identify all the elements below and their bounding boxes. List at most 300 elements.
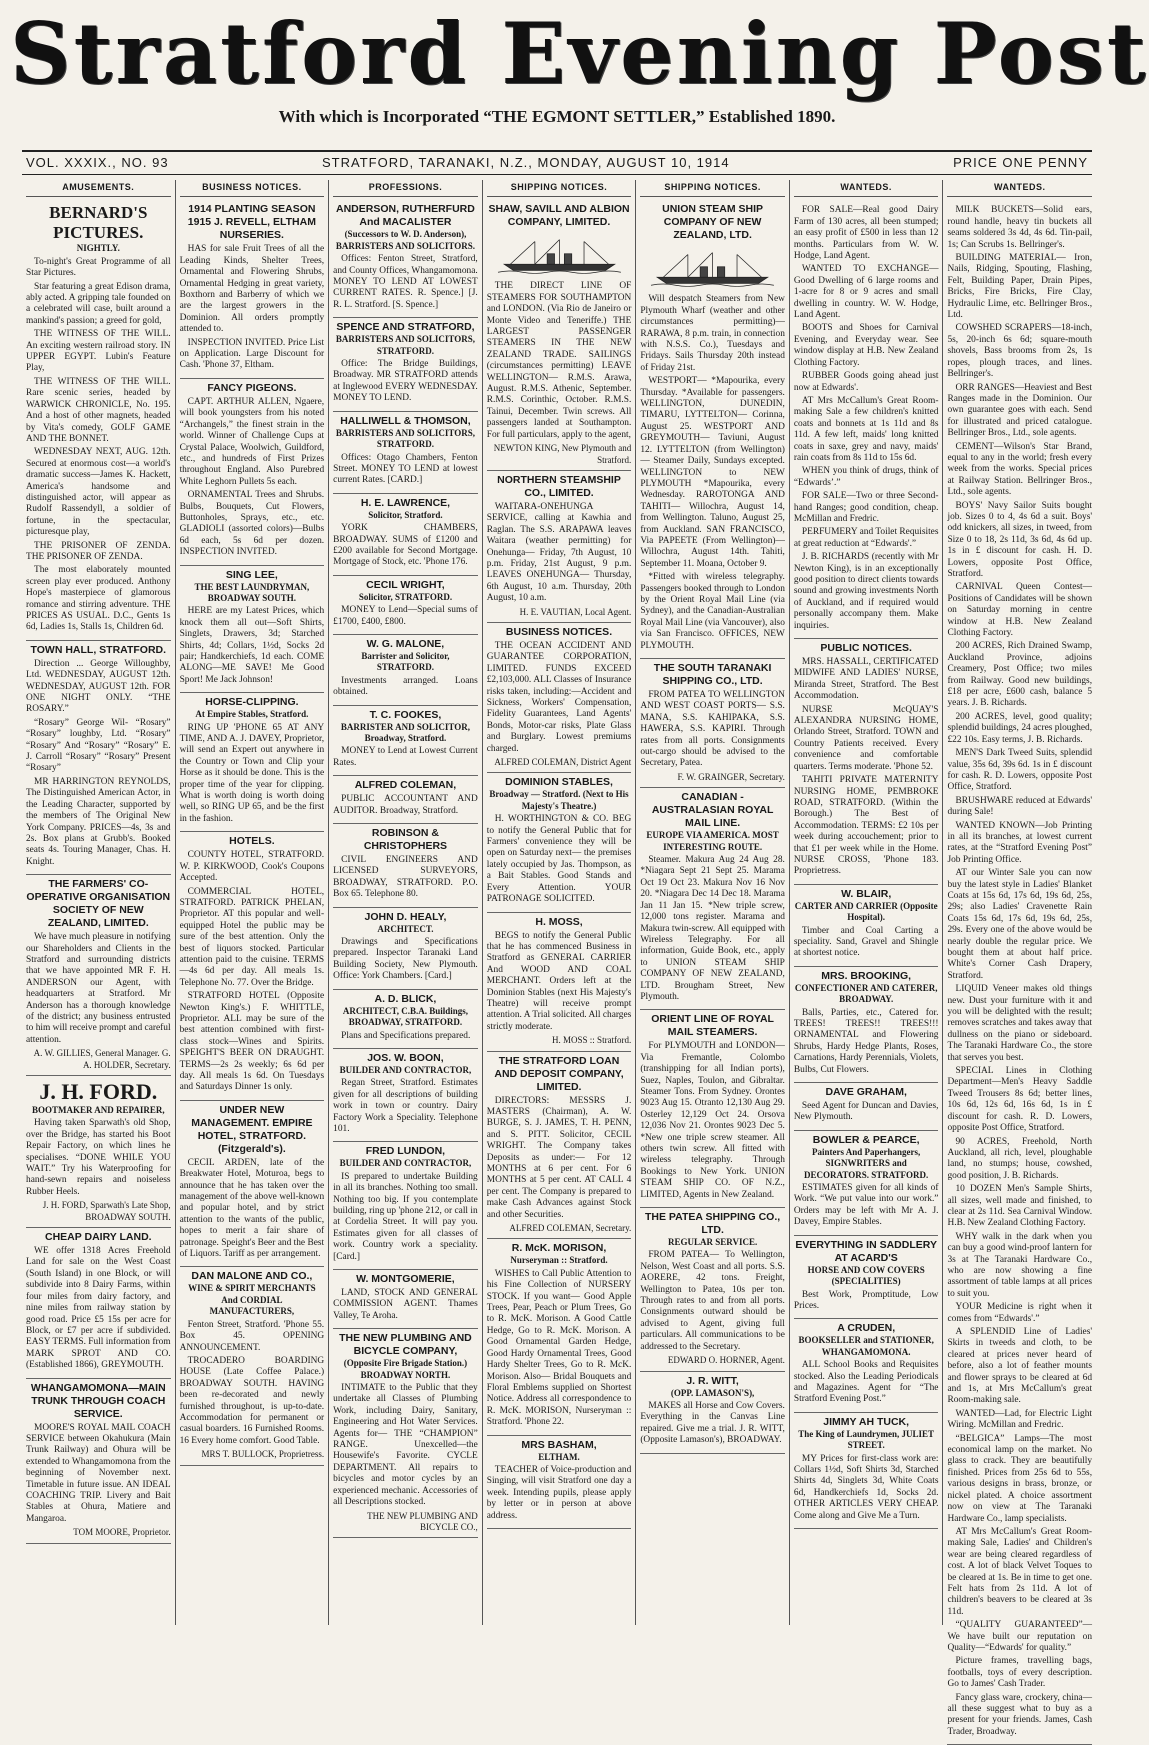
advertisement bbox=[487, 623, 632, 773]
column-heading: BUSINESS NOTICES. bbox=[180, 180, 325, 197]
advertisement bbox=[333, 412, 478, 494]
advertisement bbox=[180, 566, 325, 694]
ad-body bbox=[794, 1290, 939, 1313]
steamship-illustration bbox=[498, 231, 621, 279]
ad-title: FANCY PIGEONS. bbox=[207, 381, 297, 394]
ad-title: TOWN HALL, STRATFORD. bbox=[30, 643, 167, 656]
ad-title: MRS BASHAM, bbox=[521, 1438, 597, 1451]
advertisement bbox=[794, 885, 939, 967]
ad-paragraph: Fancy glass ware, crockery, china—all these suggest what to buy as a present for your friends. James, Cash Trader, Broadway. bbox=[947, 1692, 1093, 1737]
advertisement bbox=[333, 200, 478, 318]
ad-body bbox=[640, 1401, 785, 1447]
advertisement bbox=[26, 641, 171, 875]
ad-body bbox=[26, 1246, 171, 1371]
ad-body bbox=[640, 1250, 785, 1353]
ad-title: W. BLAIR, bbox=[841, 887, 892, 900]
ad-subtitle: EUROPE VIA AMERICA. MOST INTERESTING ROUTE. bbox=[646, 830, 779, 852]
advertisement bbox=[794, 200, 939, 639]
ad-subtitle: REGULAR SERVICE. bbox=[668, 1237, 758, 1248]
dateline-bar bbox=[22, 150, 1092, 175]
ad-body bbox=[333, 937, 478, 983]
ad-title: HALLIWELL & THOMSON, bbox=[340, 414, 471, 427]
steamship-illustration bbox=[651, 244, 774, 292]
advertisement bbox=[487, 471, 632, 623]
advertisement bbox=[180, 1101, 325, 1268]
ad-paragraph: CAPT. ARTHUR ALLEN, Ngaere, will book youngsters from his noted “Archangels,” the finest strain in the world. Winner of Challenge Cups at Crystal Palace, Woolwich, Guildford, etc., and hundreds of First Prizes throughout England. Also Purebred White Leghorn Pullets 5s each. bbox=[179, 396, 325, 487]
advertisement bbox=[333, 494, 478, 576]
advertisement bbox=[333, 576, 478, 635]
ad-paragraph: BEGS to notify the General Public that he has commenced Business in Stratford as GENERAL CARRIER And WOOD AND COAL MERCHANT. Orders left at the Dominion Stables (next His Majesty's Theatre) will receive prompt attention. A Trial solicited. All charges strictly moderate. bbox=[486, 930, 632, 1032]
ad-paragraph: TROCADERO BOARDING HOUSE (Late Coffee Palace.) BROADWAY SOUTH. HAVING been re-decorated and newly furnished throughout, is up-to-date. Accommodation for permanent or casual boarders. 16 Furnished Rooms. 16 Every home comfort. Good Table. bbox=[179, 1355, 325, 1446]
ad-paragraph: HERE are my Latest Prices, which knock them all out—Soft Shirts, Singlets, Drawers, 3d; Starched Shirts, 4d; Collars, 1½d, Socks 2d pair; Handkerchiefs, 1d each. COME ALONG—ME SAVE! Me Good Sport! Me Jack Johnson! bbox=[179, 606, 325, 685]
ad-body bbox=[180, 606, 325, 686]
column-heading: SHIPPING NOTICES. bbox=[640, 180, 785, 197]
ad-body bbox=[333, 453, 478, 487]
ad-subtitle: Barrister and Solicitor, STRATFORD. bbox=[361, 650, 450, 673]
ad-paragraph: STRATFORD HOTEL (Opposite Newton King's.) F. WHITTLE, Proprietor. ALL may be sure of the best attention combined with first-class stock—Wines and Spirits. SPEIGHT'S BEER ON DRAUGHT. TERMS—2s 2s weekly; 6s 6d per day. All meals 1s 6d. On Tuesdays and Saturdays Dinner 1s only. bbox=[179, 991, 325, 1093]
column-1 bbox=[22, 180, 176, 1625]
ad-title: A. D. BLICK, bbox=[374, 992, 437, 1005]
ad-paragraph: ESTIMATES given for all kinds of Work. “We put value into our work.” Orders may be left with Mr A. J. Davey, Empire Stables. bbox=[793, 1183, 939, 1228]
advertisement bbox=[26, 875, 171, 1076]
ad-paragraph: COWSHED SCRAPERS—18-inch, 5s, 20-inch 6s 6d; square-mouth shovels, Bass brooms from 2s, 1s ropes, plough traces, and lines. Bellringer's. bbox=[947, 323, 1093, 380]
ad-body bbox=[26, 932, 171, 1046]
ad-body bbox=[794, 1183, 939, 1229]
ad-paragraph: COMMERCIAL HOTEL, STRATFORD. PATRICK PHELAN, Proprietor. AT this popular and well-equipped Hotel the public may be sure of the best attention. Only the best of liquors stocked. Particular attention paid to the cuisine. TERMS—4s 6d per day. All meals 1s. Telephone No. 77. Over the Bridge. bbox=[179, 886, 325, 988]
advertisement bbox=[333, 1142, 478, 1270]
advertisement bbox=[333, 1049, 478, 1142]
ad-body bbox=[333, 605, 478, 628]
ad-title: DAVE GRAHAM, bbox=[825, 1086, 907, 1099]
ad-paragraph: Will despatch Steamers from New Plymouth Wharf (weather and other circumstances permitting)— RARAWA, 8 p.m. train, in connection with N.S.S. Co.), Tuesdays and Fridays. Sails Thursday 20th instead of Friday 21st. bbox=[640, 294, 785, 373]
ad-paragraph: RUBBER Goods going ahead just now at Edwards'. bbox=[793, 371, 939, 393]
ad-signature: H. E. VAUTIAN, Local Agent. bbox=[519, 606, 632, 617]
advertisement bbox=[487, 1052, 632, 1240]
column-heading: WANTEDS. bbox=[947, 180, 1092, 197]
advertisement bbox=[947, 200, 1092, 1745]
ad-body bbox=[487, 1465, 632, 1522]
advertisement bbox=[180, 1267, 325, 1465]
ad-paragraph: AT our Winter Sale you can now buy the latest style in Ladies' Blanket Coats at 15s 6d, 17s 6d, 19s 6d, 25s, 29s; also Ladies' Cravenette Rain Coats 15s 6d, 17s 6d, 19s 6d, 25s, 29s. Every one of the above would be nearly double the regular price. We bought them at about half price. White's Corner Cash Drapery, Stratford. bbox=[947, 868, 1093, 981]
ad-title: THE SOUTH TARANAKI SHIPPING CO., LTD. bbox=[653, 662, 772, 687]
advertisement bbox=[180, 379, 325, 566]
ad-body bbox=[640, 1041, 785, 1201]
ad-paragraph: INTIMATE to the Public that they undertake all Classes of Plumbing Work, including Dairy, Sanitary, Engineering and Hot Water Services. Agents for— THE “CHAMPION” RANGE. Unexcelled—the Housewife's Favorite. CYCLE DEPARTMENT. All repairs to bicycles and motor cycles by an experienced mechanic. Accessories of all Descriptions stocked. bbox=[333, 1383, 478, 1508]
columns-container bbox=[22, 180, 1096, 1737]
ad-body bbox=[794, 1101, 939, 1124]
price: PRICE ONE PENNY bbox=[953, 155, 1088, 170]
ad-subtitle: (Opposite Fire Brigade Station.) BROADWAY NORTH. bbox=[343, 1358, 468, 1380]
advertisement bbox=[640, 1208, 785, 1371]
ad-subtitle: Nurseryman :: Stratford. bbox=[510, 1255, 608, 1266]
ad-body bbox=[487, 814, 632, 905]
column-heading: AMUSEMENTS. bbox=[26, 180, 171, 197]
ad-body bbox=[794, 1454, 939, 1522]
ad-subtitle: CARTER AND CARRIER (Opposite Hospital). bbox=[794, 900, 938, 923]
advertisement bbox=[180, 832, 325, 1101]
advertisement bbox=[26, 1379, 171, 1544]
ad-subtitle: BOOTMAKER AND REPAIRER, bbox=[31, 1105, 165, 1115]
ad-subtitle: (Successors to W. D. Anderson), BARRISTERS AND SOLICITORS. bbox=[335, 229, 476, 251]
ad-body bbox=[333, 746, 478, 769]
ad-paragraph: H. WORTHINGTON & CO. BEG to notify the General Public that for Farmers' convenience they will be open on Saturday next— the premises lately occupied by Jas. Thompson, as a Bait Stables. Good Stands and Every Attention. YOUR PATRONAGE SOLICITED. bbox=[486, 814, 632, 905]
ad-subtitle: WINE & SPIRIT MERCHANTS And CORDIAL MANUFACTURERS, bbox=[188, 1283, 316, 1317]
ad-body bbox=[180, 723, 325, 826]
advertisement bbox=[794, 967, 939, 1083]
ad-body bbox=[333, 1078, 478, 1135]
ad-paragraph: We have much pleasure in notifying our Shareholders and Clients in the Stratford and surrounding districts that we have appointed MR F. H. ANDERSON our Agent, with headquarters at Stratford. Mr Anderson has a thorough knowledge of the district; any business entrusted to him will receive prompt and careful attention. bbox=[26, 932, 171, 1045]
ad-subtitle: (OPP. LAMASON'S), bbox=[670, 1387, 755, 1398]
ad-body bbox=[333, 523, 478, 569]
advertisement bbox=[26, 1076, 171, 1228]
advertisement bbox=[794, 639, 939, 885]
ad-title: SPENCE AND STRATFORD, bbox=[336, 321, 475, 334]
ad-paragraph: FROM PATEA— To Wellington, Nelson, West Coast and all ports. S.S. AORERE, 42 tons. Freight, Wellington to Patea, 10s per ton. Through rates to and from all ports. Consignments outward should be advised to Agent, giving full particulars. All communications to be addressed to the Secretary. bbox=[640, 1250, 785, 1352]
ad-subtitle: BOOKSELLER and STATIONER, WHANGAMOMONA. bbox=[798, 1335, 934, 1357]
ad-paragraph: CEMENT—Wilson's Star Brand, equal to any in the world; fresh every week from the works. Special prices at Railway Station. Bellringer Bros., Ltd., sole agents. bbox=[947, 441, 1093, 498]
ad-paragraph: *Fitted with wireless telegraphy. Passengers booked through to London by the Orient Royal Mail Line (via Sydney), and the Canadian-Australian Royal Mail Line (via Vancouver), also via San Francisco. OFFICES, NEW PLYMOUTH. bbox=[640, 572, 785, 651]
ad-paragraph: Best Work, Promptitude, Low Prices. bbox=[793, 1289, 939, 1311]
ad-title: ROBINSON & CHRISTOPHERS bbox=[363, 827, 448, 853]
ad-paragraph: The most elaborately mounted screen play ever produced. Anthony Hope's masterpiece of glamorous romance and stirring adventure. THE PRICES AS USUAL. D.C., Gents 1s 6d, Ladies 1s, Stalls 1s, Children 6d. bbox=[26, 565, 171, 633]
ad-subtitle: ELTHAM. bbox=[538, 1451, 580, 1462]
ad-body bbox=[487, 1269, 632, 1429]
column-6 bbox=[790, 180, 944, 1625]
ad-paragraph: RING UP 'PHONE 65 AT ANY TIME, AND A. J. DAVEY, Proprietor, will send an Expert out anywhere in the Country or Town and Clip your Horse as it should be done. This is the proper time of the year for clipping. What is worth doing is worth doing well, so RING UP 65, and be the first in the fashion. bbox=[179, 722, 325, 824]
ad-title: CHEAP DAIRY LAND. bbox=[45, 1231, 152, 1244]
ad-signature: J. H. FORD, Sparwath's Late Shop, BROADWAY SOUTH. bbox=[42, 1200, 171, 1222]
advertisement bbox=[487, 913, 632, 1052]
ad-subtitle: Solicitor, Stratford. bbox=[368, 509, 443, 520]
ad-paragraph: LAND, STOCK AND GENERAL COMMISSION AGENT. Thames Valley, Te Aroha. bbox=[333, 1288, 478, 1321]
ad-paragraph: 10 DOZEN Men's Sample Shirts, all sizes, well made and finished, to clear at 2s 11d. Sea Carnival Window. H.B. New Zealand Clothing Factory. bbox=[947, 1184, 1093, 1229]
ad-subtitle: BARRISTERS AND SOLICITORS, STRATFORD. bbox=[335, 427, 476, 450]
ad-paragraph: YOUR Medicine is right when it comes from “Edwards'.” bbox=[947, 1302, 1093, 1324]
ad-subtitle: ARCHITECT. bbox=[377, 923, 434, 934]
ad-paragraph: MONEY to Lend—Special sums of £1700, £400, £800. bbox=[333, 605, 478, 627]
ad-title: W. MONTGOMERIE, bbox=[356, 1273, 455, 1285]
advertisement bbox=[487, 773, 632, 912]
ad-subtitle: Painters And Paperhangers, SIGNWRITERS and DECORATORS. STRATFORD. bbox=[804, 1146, 929, 1180]
ad-paragraph: THE OCEAN ACCIDENT AND GUARANTEE CORPORATION, LIMITED. FUNDS EXCEED £2,103,000. ALL Classes of Insurance risks taken, including:—Accident and Sickness, Workers' Compensation, Fidelity Guarantees, Land Agents' Bonds, Motor-car risks, Plate Glass and Burglary. Lowest premiums charged. bbox=[486, 640, 632, 754]
ad-title: PUBLIC NOTICES. bbox=[820, 642, 912, 655]
ad-title: ORIENT LINE OF ROYAL MAIL STEAMERS. bbox=[651, 1013, 774, 1039]
ad-subtitle: THE BEST LAUNDRYMAN, BROADWAY SOUTH. bbox=[194, 581, 310, 603]
ad-subtitle: CONFECTIONER AND CATERER, BROADWAY. bbox=[794, 982, 938, 1005]
ad-title: HOTELS. bbox=[229, 835, 275, 848]
ad-body bbox=[26, 1423, 171, 1526]
ad-title: W. G. MALONE, bbox=[366, 637, 445, 650]
ad-paragraph: Direction ... George Willoughby, Ltd. WEDNESDAY, AUGUST 12th. WEDNESDAY, AUGUST 12th. FOR ONE NIGHT ONLY. “THE ROSARY.” bbox=[26, 658, 171, 715]
ad-subtitle: At Empire Stables, Stratford. bbox=[195, 709, 309, 720]
ad-paragraph: Plans and Specifications prepared. bbox=[341, 1030, 471, 1041]
column-7 bbox=[943, 180, 1096, 1737]
column-heading: SHIPPING NOTICES. bbox=[487, 180, 632, 197]
ad-signature: A. W. GILLIES, General Manager. G. A. HOLDER, Secretary. bbox=[33, 1048, 171, 1070]
ad-signature: MRS T. BULLOCK, Proprietress. bbox=[201, 1449, 325, 1460]
ad-body bbox=[640, 294, 785, 652]
advertisement bbox=[640, 1010, 785, 1208]
ad-paragraph: MY Prices for first-class work are: Collars 1½d, Soft Shirts 3d, Starched Shirts 4d, Singlets 3d, White Coats 6d, Handkerchiefs 1d, Socks 2d. OTHER ARTICLES VERY CHEAP. Come along and Give Me a Turn. bbox=[793, 1453, 939, 1521]
ad-title: R. McK. MORISON, bbox=[511, 1242, 607, 1255]
ad-paragraph: IS prepared to undertake Building in all its branches. Nothing too small. Nothing too big. If you contemplate building, ring up 'phone 212, or call in at Cordelia Street. It will pay you. Estimates given for all classes of work. Country work a speciality. [Card.] bbox=[333, 1171, 478, 1262]
ad-body bbox=[180, 850, 325, 1094]
ad-title: MRS. BROOKING, bbox=[821, 969, 912, 982]
ad-body bbox=[487, 1096, 632, 1221]
ad-title: BERNARD'S PICTURES. bbox=[49, 203, 148, 243]
advertisement bbox=[26, 1228, 171, 1378]
ad-paragraph: INSPECTION INVITED. Price List on Application. Large Discount for Cash. 'Phone 37, Eltham. bbox=[179, 337, 325, 371]
ad-paragraph: MRS. HASSALL, CERTIFICATED MIDWIFE AND LADIES' NURSE, Miranda Street, Stratford. The Best Accommodation. bbox=[793, 657, 939, 702]
ad-paragraph: THE PRISONER OF ZENDA. THE PRISONER OF ZENDA. bbox=[26, 540, 171, 562]
ad-body bbox=[794, 657, 939, 878]
ad-paragraph: WANTED TO EXCHANGE—Good Dwelling of 6 large rooms and 1-acre for 8 or 9 acres and small dwelling in country. W. W. Hodge, Land Agent. bbox=[793, 264, 939, 321]
ad-signature: ALFRED COLEMAN, Secretary. bbox=[509, 1223, 632, 1234]
ad-body bbox=[333, 1288, 478, 1322]
ad-paragraph: TEACHER of Voice-production and Singing, will visit Stratford one day a week. Intending pupils, please apply by letter or in person at above address. bbox=[486, 1464, 632, 1521]
ad-subtitle: BUILDER AND CONTRACTOR, bbox=[339, 1064, 472, 1075]
advertisement bbox=[640, 788, 785, 1010]
ad-subtitle: The King of Laundrymen, JULIET STREET. bbox=[798, 1428, 935, 1451]
newspaper-subtitle: With which is Incorporated “THE EGMONT SETTLER,” Established 1890. bbox=[278, 107, 836, 126]
ad-paragraph: 200 ACRES, level, good quality; splendid buildings, 24 acres ploughed, £22 10s. Easy terms, J. B. Richards. bbox=[947, 711, 1093, 745]
ad-paragraph: “Rosary” George Wil- “Rosary” “Rosary” loughby, Ltd. “Rosary” “Rosary” And “Rosary” “Rosary” E. J. Carroll “Rosary” “Rosary” Present “Rosary” bbox=[26, 717, 171, 774]
ad-title: DOMINION STABLES, bbox=[505, 776, 613, 789]
advertisement bbox=[333, 1329, 478, 1538]
ad-body bbox=[333, 676, 478, 699]
ad-title: UNION STEAM SHIP COMPANY OF NEW ZEALAND, LTD. bbox=[662, 203, 764, 242]
ad-paragraph: COUNTY HOTEL, STRATFORD. W. P. KIRKWOOD, Cook's Coupons Accepted. bbox=[179, 850, 325, 884]
ad-paragraph: Having taken Sparwath's old Shop, over the Bridge, has started his Boot Repair Factory, on which lines he specialises. “DONE WHILE YOU WAIT.” Try his Waterproofing for hand-sewn repairs and noiseless Rubber Heels. bbox=[26, 1118, 171, 1197]
ad-body bbox=[26, 659, 171, 868]
ad-body bbox=[487, 281, 632, 441]
ad-paragraph: MONEY to Lend at Lowest Current Rates. bbox=[333, 746, 478, 768]
ad-title: ALFRED COLEMAN, bbox=[354, 779, 457, 792]
ad-paragraph: “QUALITY GUARANTEED”—We have built our reputation on Quality—“Edwards' for quality.” bbox=[947, 1620, 1093, 1653]
advertisement bbox=[180, 200, 325, 378]
ad-paragraph: BRUSHWARE reduced at Edwards' during Sale! bbox=[947, 795, 1093, 818]
ad-paragraph: Star featuring a great Edison drama, ably acted. A gripping tale founded on a celebrated will case, built around a mankind's passion; a greed for gold, bbox=[26, 281, 171, 326]
ad-body bbox=[333, 1383, 478, 1508]
ad-paragraph: Seed Agent for Duncan and Davies, New Plymouth. bbox=[793, 1101, 939, 1123]
ad-body bbox=[947, 205, 1092, 1738]
ad-paragraph: WISHES to Call Public Attention to his Fine Collection of NURSERY STOCK. If you want— Good Apple Trees, Pear, Peach or Plum Trees, Go to R. McK. Morison. A Good Cattle Hedge, Go to R. McK. Morison. A Good Ornamental Garden Hedge, Good Hardy Ornamental Trees, Good Hardy Shelter Trees, Go to R. McK. Morison. Also— Bridal Bouquets and Floral Emblems supplied on Shortest Notice. Address all correspondence to R. McK. MORISON, Nurseryman :: Stratford. 'Phone 22. bbox=[486, 1268, 632, 1428]
ad-paragraph: Fenton Street, Stratford. 'Phone 55. Box 45. OPENING ANNOUNCEMENT. bbox=[179, 1319, 325, 1353]
ad-signature: H. MOSS :: Stratford. bbox=[552, 1035, 632, 1046]
ad-paragraph: FROM PATEA TO WELLINGTON AND WEST COAST PORTS— S.S. MANA, S.S. KAHIPAKA, S.S. HAWERA, S.S. KAPIRI. Through rates from all ports. Consignments out-cargo should be advised to the Secretary, Patea. bbox=[640, 690, 785, 769]
ad-paragraph: Steamer. Makura Aug 24 Aug 28. *Niagara Sept 21 Sept 25. Marama Oct 19 Oct 23. Makura Nov 16 Nov 20. *Niagara Dec 14 Dec 18. Marama Jan 11 Jan 15. *New triple screw, 12,000 tons register. Marama and Makura twin-screw. All equipped with Wireless Telegraphy. For all information, Guide Book, etc., apply to UNION STEAM SHIP COMPANY OF NEW ZEALAND, LTD. Brougham Street, New Plymouth. bbox=[640, 855, 785, 1002]
ad-paragraph: THE DIRECT LINE OF STEAMERS FOR SOUTHAMPTON and LONDON. (Via Rio de Janeiro or Monte Video and Teneriffe.) THE LARGEST PASSENGER STEAMERS IN THE NEW ZEALAND TRADE. SAILINGS (circumstances permitting) LEAVE WELLINGTON— R.M.S. Arawa, August. R.M.S. Athenic, September. R.M.S. Corinthic, October. R.M.S. Tainui, December. Twin screws. All passengers landed at Southampton. For full particulars, apply to the agent, bbox=[486, 281, 632, 440]
ad-paragraph: PERFUMERY and Toilet Requisites at great reduction at “Edwards'.” bbox=[793, 527, 939, 549]
ad-title: T. C. FOOKES, bbox=[369, 708, 442, 721]
volume-number: VOL. XXXIX., NO. 93 bbox=[26, 155, 169, 170]
advertisement bbox=[487, 1239, 632, 1435]
ad-paragraph: Investments arranged. Loans obtained. bbox=[333, 675, 478, 698]
ad-paragraph: WANTED—Lad, for Electric Light Wiring. McMillan and Fredric. bbox=[947, 1408, 1093, 1431]
ad-title: THE FARMERS' CO-OPERATIVE ORGANISATION SOCIETY OF NEW ZEALAND, LIMITED. bbox=[26, 878, 171, 930]
ad-title: SING LEE, bbox=[225, 568, 278, 581]
masthead bbox=[0, 0, 1149, 175]
ad-title: CECIL WRIGHT, bbox=[366, 578, 445, 591]
ad-paragraph: Picture frames, travelling bags, footballs, toys of every description. Go to James' Cash Trader. bbox=[947, 1656, 1093, 1690]
ad-title: THE STRATFORD LOAN AND DEPOSIT COMPANY, LIMITED. bbox=[494, 1054, 624, 1093]
ad-paragraph: WHY walk in the dark when you can buy a good wind-proof lantern for 3s at The Taranaki Hardware Co., who are now showing a fine assortment of table lamps at all prices to suit you. bbox=[947, 1231, 1093, 1299]
ad-paragraph: WEDNESDAY NEXT, AUG. 12th. Secured at enormous cost—a world's dramatic success—James K. Hackett, America's handsome and distinguished actor, will appear as Rudolf Rassendyll, a soldier of fortune, in the spectacular, picturesque play, bbox=[26, 447, 171, 538]
ad-paragraph: BUILDING MATERIAL— Iron, Nails, Ridging, Spouting, Flashing, Felt, Building Paper, Drain Pipes, Bricks, Fire Bricks, Fire Clay, Hydraulic Lime, etc. Bellringer Bros., Ltd. bbox=[947, 253, 1093, 321]
ad-signature: NEWTON KING, New Plymouth and Stratford. bbox=[493, 443, 632, 465]
ad-paragraph: WHEN you think of drugs, think of “Edwards’.” bbox=[793, 466, 939, 488]
advertisement bbox=[487, 1436, 632, 1529]
ad-paragraph: BOOTS and Shoes for Carnival Evening, and Everyday wear. See window display at H.B. New Zealand Clothing Factory. bbox=[793, 323, 939, 368]
ad-body bbox=[180, 244, 325, 371]
advertisement bbox=[333, 635, 478, 706]
ad-title: WHANGAMOMONA—MAIN TRUNK THROUGH COACH SERVICE. bbox=[30, 1381, 166, 1420]
ad-paragraph: “BELGICA” Lamps—The most economical lamp on the market. No glass to crack. They are beautifully finished. Prices from 25s 6d to 55s, various designs in brass, bronze, or nickel plated. A choice assortment now on view at The Taranaki Hardware Co., lamp specialists. bbox=[947, 1433, 1093, 1524]
ad-signature: EDWARD O. HORNER, Agent. bbox=[667, 1355, 785, 1366]
ad-paragraph: PUBLIC ACCOUNTANT AND AUDITOR. Broadway, Stratford. bbox=[333, 794, 478, 816]
ad-subtitle: HORSE AND COW COVERS (SPECIALITIES) bbox=[807, 1264, 925, 1287]
advertisement bbox=[333, 318, 478, 411]
ad-paragraph: To-night's Great Programme of all Star Pictures. bbox=[26, 256, 171, 279]
ad-paragraph: BOYS' Navy Sailor Suits bought job. Sizes 0 to 4, 4s 6d a suit. Boys' odd knickers, all sizes, in tweed, from Size 0 to 18, 2s 11d, 3s 6d, 4s 6d up. 1s in £ discount for cash. H. D. Lowers, opposite Post Office, Stratford. bbox=[947, 500, 1093, 579]
ad-title: NORTHERN STEAMSHIP CO., LIMITED. bbox=[497, 473, 621, 499]
ad-signature: ALFRED COLEMAN, District Agent bbox=[494, 757, 632, 768]
advertisement bbox=[640, 659, 785, 788]
ad-paragraph: LIQUID Veneer makes old things new. Dust your furniture with it and you will be delighted with the result; removes scratches and takes away that dullness on the piano or sideboard. The Taranaki Hardware Co., the store that serves you best. bbox=[947, 984, 1093, 1063]
ad-paragraph: TAHITI PRIVATE MATERNITY NURSING HOME, PEMBROKE ROAD, STRATFORD. (Within the Borough.) The Best of Accommodation. TERMS: £2 10s per week during accouchement; prior to that £1 per week while in the Home. NURSE CROSS, 'Phone 183. Proprietress. bbox=[793, 775, 939, 877]
ad-paragraph: MEN'S Dark Tweed Suits, splendid value, 35s 6d, 39s 6d. 1s in £ discount for cash. R. D. Lowers, opposite Post Office, Stratford. bbox=[947, 748, 1093, 793]
ad-paragraph: Offices: Fenton Street, Stratford, and County Offices, Whangamomona. MONEY TO LEND AT LOWEST CURRENT RATES. R. Spence.] [J. R. L. Stratford. [S. Spence.] bbox=[333, 254, 478, 310]
ad-paragraph: YORK CHAMBERS, BROADWAY. SUMS of £1200 and £200 available for Second Mortgage. Mortgage of Stock, etc. 'Phone 176. bbox=[333, 523, 478, 568]
ad-title: A CRUDEN, bbox=[837, 1322, 896, 1335]
ad-body bbox=[180, 397, 325, 559]
ad-body bbox=[333, 359, 478, 405]
ad-paragraph: WAITARA-ONEHUNGA SERVICE, calling at Kawhia and Raglan. The S.S. ARAPAWA leaves Waitara (weather permitting) for Onehunga— Friday, 7th August, 10 p.m. Friday, 21st August, 9 p.m. LEAVES ONEHUNGA— Thursday, 6th August, 10 a.m. Thursday, 20th August, 10 a.m. bbox=[486, 501, 632, 604]
ad-paragraph: Drawings and Specifications prepared. Inspector Taranaki Land Building Society, New Plymouth. Office: York Chambers. [Card.] bbox=[333, 937, 478, 982]
advertisement bbox=[333, 824, 478, 908]
ad-subtitle: NIGHTLY. bbox=[76, 243, 120, 254]
ad-paragraph: WANTED KNOWN—Job Printing in all its branches, at lowest current rates, at the “Stratford Evening Post” Job Printing Office. bbox=[947, 820, 1093, 865]
ad-subtitle: Broadway — Stratford. (Next to His Majesty's Theatre.) bbox=[489, 789, 629, 811]
ad-paragraph: MAKES all Horse and Cow Covers. Everything in the Canvas Line repaired. Give me a trial. J. R. WITT, (Opposite Lamason's), BROADWAY. bbox=[640, 1400, 785, 1446]
advertisement bbox=[794, 1319, 939, 1412]
ad-title: HORSE-CLIPPING. bbox=[205, 696, 299, 709]
ad-paragraph: Timber and Coal Carting a speciality. Sand, Gravel and Shingle at shortest notice. bbox=[793, 925, 939, 959]
ad-paragraph: DIRECTORS: MESSRS J. MASTERS (Chairman), A. W. BURGE, S. J. JAMES, T. H. PENN, and S. PITT. Solicitor, CECIL WRIGHT. The Company takes Deposits as under:— For 12 MONTHS at 6 per cent. For 6 MONTHS at 5 per cent. AT CALL 4 per cent. The Company is prepared to make Cash Advances against Stock and other Securities. bbox=[486, 1095, 632, 1220]
ad-title: THE PATEA SHIPPING CO., LTD. bbox=[645, 1211, 781, 1237]
ad-subtitle: BARRISTERS AND SOLICITORS, STRATFORD. bbox=[335, 334, 476, 356]
advertisement bbox=[640, 1372, 785, 1454]
advertisement bbox=[794, 1131, 939, 1236]
ad-body bbox=[26, 1118, 171, 1198]
dateline: STRATFORD, TARANAKI, N.Z., MONDAY, AUGUST 10, 1914 bbox=[322, 155, 730, 170]
advertisement bbox=[333, 1270, 478, 1329]
ad-body bbox=[794, 1360, 939, 1406]
ad-subtitle: BUILDER AND CONTRACTOR, bbox=[339, 1158, 472, 1169]
ad-body bbox=[640, 690, 785, 770]
ad-paragraph: WESTPORT— *Mapourika, every Thursday. *Available for passengers. WELLINGTON, DUNEDIN, TIMARU, LYTTELTON— Corinna, August 25. WESTPORT AND GREYMOUTH— Taviuni, August 12. LYTTELTON (from Wellington)— Steamer Daily, Sundays excepted. WELLINGTON to NEW PLYMOUTH *Mapourika, every Wednesday. RAROTONGA AND TAHITI— Willochra, August 14, from Wellington. Taluno, August 25, from Auckland. SAN FRANCISCO, Via PAPEETE (From Wellington)— Willochra, August 14th. Tahiti, September 11. Moana, October 9. bbox=[640, 376, 785, 569]
ad-title: THE NEW PLUMBING AND BICYCLE COMPANY, bbox=[339, 1332, 472, 1358]
ad-paragraph: 90 ACRES, Freehold, North Auckland, all rich, level, ploughable land, no stumps; house, cowshed, good position, J. B. Richards. bbox=[947, 1136, 1093, 1181]
ad-paragraph: ORNAMENTAL Trees and Shrubs. Bulbs, Bouquets, Cut Flowers, Buttonholes, Sprays, etc., etc. GLADIOLI (assorted colors)—Bulbs 6d each, 5s 6d per dozen. INSPECTION INVITED. bbox=[179, 490, 325, 558]
ad-paragraph: A SPLENDID Line of Ladies' Skirts in tweeds and cloth, to be cleared at prices never heard of before, also a lot of feather mounts and flower sprays to be cleared at 6d and 1s, at Mrs McCallum's great Room-making sale. bbox=[947, 1327, 1093, 1406]
advertisement bbox=[180, 693, 325, 832]
ad-signature: THE NEW PLUMBING AND BICYCLE CO., bbox=[367, 1510, 478, 1532]
ad-paragraph: MOORE'S ROYAL MAIL COACH SERVICE between Okahukura (Main Trunk Railway) and Ohura will be extended to Whangamomona from the beginning of November next. Timetable in future issue. AN IDEAL COACHING TRIP. Livery and Bait Stables at Ohura, Matiere and Mangaroa. bbox=[26, 1422, 171, 1524]
ad-body bbox=[333, 794, 478, 817]
ad-paragraph: HAS for sale Fruit Trees of all the Leading Kinds, Shelter Trees, Ornamental and Flowering Shrubs, Ornamental Hedging in great variety, Boxthorn and Barberry of which we are the largest growers in the Dominion. All orders promptly attended to. bbox=[179, 244, 325, 335]
ad-paragraph: SPECIAL Lines in Clothing Department—Men's Heavy Saddle Tweed Trousers 8s 6d; better lines, 10s 6d, 12s 6d, 16s 6d, 1s in £ discount for cash. R. D. Lowers, opposite Post Office, Stratford. bbox=[947, 1066, 1093, 1134]
ad-paragraph: CARNIVAL Queen Contest—Positions of Candidates will be shown on Saturday morning in centre window at H.B. New Zealand Clothing Factory. bbox=[947, 582, 1093, 639]
ad-paragraph: CECIL ARDEN, late of the Breakwater Hotel, Moturoa, begs to announce that he has taken over the management of the above well-known and popular hotel, and by strict attention to the wants of the public, hopes to merit a fair share of patronage. Speight's Beer and the Best of Liquors. Tariff as per arrangement. bbox=[179, 1157, 325, 1260]
ad-title: BOWLER & PEARCE, bbox=[812, 1133, 920, 1146]
ad-title: ANDERSON, RUTHERFURD And MACALISTER bbox=[336, 203, 475, 229]
ad-subtitle: ARCHITECT, C.B.A. Buildings, BROADWAY, STRATFORD. bbox=[342, 1005, 468, 1028]
ad-body bbox=[794, 205, 939, 632]
ad-body bbox=[333, 1031, 478, 1042]
advertisement bbox=[640, 200, 785, 659]
column-heading: WANTEDS. bbox=[794, 180, 939, 197]
ad-title: J. H. FORD. bbox=[39, 1079, 158, 1104]
ad-title: UNDER NEW MANAGEMENT. EMPIRE HOTEL, STRATFORD. (Fitzgerald's). bbox=[191, 1103, 313, 1155]
ad-body bbox=[333, 254, 478, 311]
ad-paragraph: FOR SALE—Real good Dairy Farm of 130 acres, all been stumped; an easy profit of £500 in less than 12 months. Particulars from W. W. Hodge, Land Agent. bbox=[793, 205, 939, 262]
ad-title: J. R. WITT, bbox=[686, 1374, 739, 1387]
ad-title: DAN MALONE AND CO., bbox=[191, 1270, 313, 1283]
ad-body bbox=[487, 502, 632, 605]
ad-title: H. E. LAWRENCE, bbox=[360, 496, 451, 509]
ad-paragraph: ORR RANGES—Heaviest and Best Ranges made in the Dominion. Our own guarantee goes with each. Send for illustrated and priced catalogue. Bellringer Bros., Ltd., sole agents. bbox=[947, 382, 1093, 439]
ad-title: BUSINESS NOTICES. bbox=[505, 625, 613, 638]
ad-title: JOS. W. BOON, bbox=[367, 1051, 444, 1064]
ad-paragraph: AT Mrs McCallum's Great Room-making Sale, Ladies' and Children's wear are being cleared regardless of cost. A lot of black Velvet Toques to be cleared at 1s. Be in time to get one. Felt hats from 2s 11d. A lot of children's beavers to be cleared at 3s 11d. bbox=[947, 1526, 1093, 1617]
advertisement bbox=[333, 990, 478, 1049]
ad-paragraph: Regan Street, Stratford. Estimates given for all descriptions of building work in town or country. Dairy Factory Work a Speciality. Telephone 101. bbox=[333, 1078, 478, 1134]
ad-paragraph: THE WITNESS OF THE WILL. Rare scenic series, headed by WARWICK CHRONICLE, No. 195. And a host of other magnets, headed by Vita's comedy, GOLF GAME AND THE BONNET. bbox=[26, 376, 171, 444]
ad-paragraph: THE WITNESS OF THE WILL. An exciting western railroad story. IN UPPER EGYPT. Lubin's Feature Play, bbox=[26, 329, 171, 374]
advertisement bbox=[26, 200, 171, 640]
ad-paragraph: ALL School Books and Requisites stocked. Also the Leading Periodicals and Magazines. Agent for “The Stratford Evening Post.” bbox=[793, 1360, 939, 1405]
ad-body bbox=[640, 855, 785, 1003]
advertisement bbox=[333, 908, 478, 990]
ad-paragraph: 200 ACRES, Rich Drained Swamp, Auckland Province, adjoins Creamery, Post Office; two miles from Railway. Good new buildings, £18 per acre, £600 cash, balance 5 years. J. B. Richards. bbox=[947, 641, 1093, 709]
ad-title: SHAW, SAVILL AND ALBION COMPANY, LIMITED. bbox=[488, 203, 630, 229]
ad-signature: F. W. GRAINGER, Secretary. bbox=[677, 771, 785, 782]
column-4 bbox=[483, 180, 637, 1625]
ad-paragraph: Balls, Parties, etc., Catered for. TREES! TREES!! TREES!!! ORNAMENTAL and Flowering Shrubs, Hardy Hedge Plants, Roses, Carnations, Hardy Perennials, Violets, Bulbs, Cut Flowers. bbox=[793, 1007, 939, 1075]
newspaper-title: Stratford Evening Post bbox=[10, 4, 1149, 103]
ad-title: JIMMY AH TUCK, bbox=[823, 1415, 910, 1428]
ad-body bbox=[333, 1172, 478, 1263]
ad-paragraph: For PLYMOUTH and LONDON— Via Fremantle, Colombo (transhipping for all Indian ports), Suez, Naples, Toulon, and Gibraltar. Steamer Tons. From Sydney. Orontes 9023 Aug 15. Otranto 12,130 Aug 29. Osterley 12,129 Oct 24. Orsova 12,036 Nov 21. Orontes 9023 Dec 5. *New one triple screw steamer. All others twin screw. All fitted with wireless telegraphy. Through Bookings to New York. UNION STEAM SHIP CO. OF N.Z., LIMITED, Agents in New Zealand. bbox=[640, 1041, 785, 1200]
ad-body bbox=[487, 641, 632, 755]
column-3 bbox=[329, 180, 483, 1625]
ad-paragraph: J. B. RICHARDS (recently with Mr Newton King), is in an exceptionally good position to direct clients towards sound and growing investments North of Auckland, and if required would personally accompany them. Make inquiries. bbox=[793, 552, 939, 631]
ad-title: FRED LUNDON, bbox=[365, 1145, 446, 1158]
advertisement bbox=[794, 1236, 939, 1320]
advertisement bbox=[794, 1083, 939, 1131]
ad-signature: TOM MOORE, Proprietor. bbox=[73, 1527, 171, 1538]
ad-title: EVERYTHING IN SADDLERY AT ACARD'S bbox=[795, 1238, 937, 1264]
advertisement bbox=[333, 706, 478, 777]
ad-title: JOHN D. HEALY, bbox=[364, 910, 447, 923]
ad-paragraph: WE offer 1318 Acres Freehold Land for sale on the West Coast (South Island) in one Block, or will subdivide into 8 Dairy Farms, within four miles from dairy factory, and nine miles from railway station by good road. Price £5 15s per acre for Block, or £7 per acre if subdivided. EASY TERMS. Full information from MARK SPROT AND CO. (Established 1866), GREYMOUTH. bbox=[26, 1246, 171, 1371]
advertisement bbox=[333, 776, 478, 824]
ad-paragraph: FOR SALE—Two or three Second-hand Ranges; good condition, cheap. McMillan and Fredric. bbox=[793, 491, 939, 524]
ad-body bbox=[180, 1158, 325, 1261]
ad-body bbox=[180, 1320, 325, 1447]
ad-paragraph: CIVIL ENGINEERS AND LICENSED SURVEYORS, BROADWAY, STRATFORD. P.O. Box 65. Telephone 80. bbox=[333, 855, 478, 900]
